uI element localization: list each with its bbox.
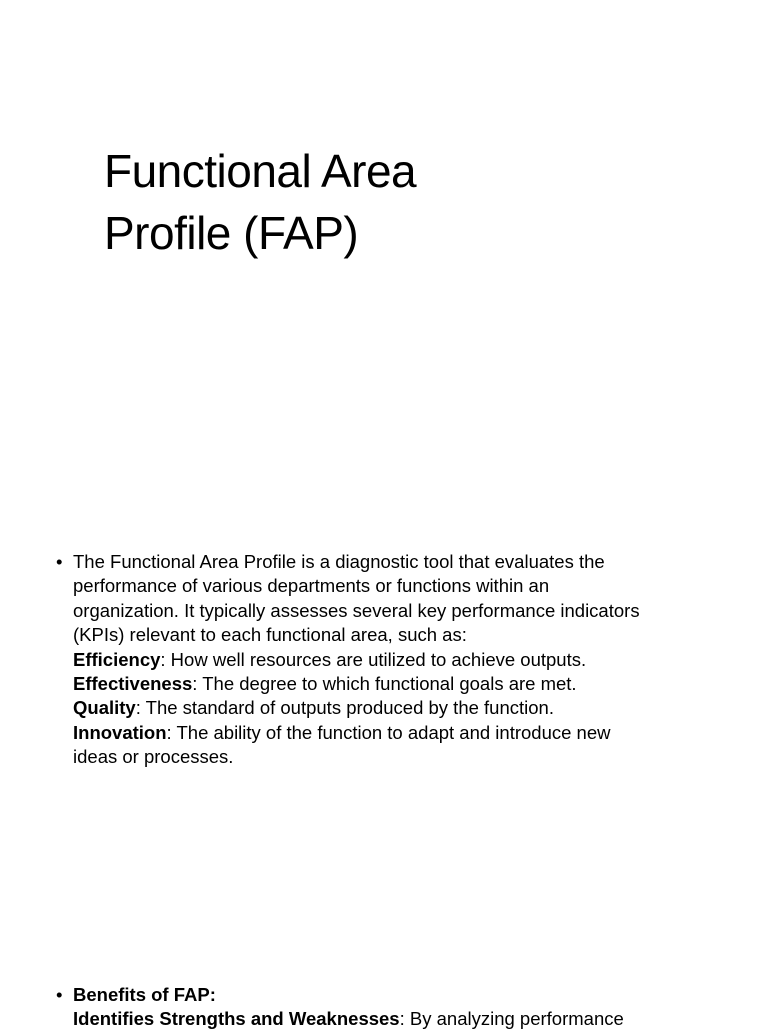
- benefits-heading: [73, 983, 716, 1007]
- intro-continuation: ideas or processes.: [73, 746, 234, 768]
- benefit-term: Identifies Strengths and Weaknesses: [73, 1008, 400, 1030]
- kpi-term: Quality: [73, 697, 136, 719]
- kpi-description: : The standard of outputs produced by the function.: [135, 697, 554, 719]
- intro-bullet: [56, 550, 716, 770]
- kpi-description: : How well resources are utilized to achieve outputs.: [160, 648, 587, 670]
- intro-line: performance of various departments or functions within an: [73, 575, 550, 597]
- kpi-term: Efficiency: [73, 648, 161, 670]
- benefit-item: [73, 1007, 716, 1031]
- benefits-bullet-list: [56, 983, 716, 1032]
- benefits-heading-text: Benefits of FAP:: [73, 984, 216, 1005]
- title-line-1: Functional Area: [104, 145, 417, 197]
- slide-title: [104, 140, 724, 264]
- kpi-innovation: [73, 721, 716, 745]
- kpi-term: Effectiveness: [73, 673, 193, 695]
- benefits-bullet: [56, 983, 716, 1032]
- kpi-description: : The ability of the function to adapt and introduce new: [166, 721, 611, 743]
- bullet-icon: •: [56, 984, 63, 1005]
- bullet-icon: •: [56, 551, 63, 572]
- intro-line: organization. It typically assesses several key performance indicators: [73, 599, 640, 621]
- kpi-effectiveness: [73, 672, 716, 696]
- kpi-description: : The degree to which functional goals are met.: [192, 673, 577, 695]
- kpi-term: Innovation: [73, 721, 167, 743]
- benefit-description: : By analyzing performance: [399, 1008, 624, 1030]
- kpi-efficiency: [73, 648, 716, 672]
- title-line-2: Profile (FAP): [104, 207, 359, 259]
- kpi-quality: [73, 696, 716, 720]
- intro-bullet-list: [56, 550, 716, 770]
- intro-line: The Functional Area Profile is a diagnostic tool that evaluates the: [73, 551, 605, 572]
- intro-line: (KPIs) relevant to each functional area, such as:: [73, 624, 467, 646]
